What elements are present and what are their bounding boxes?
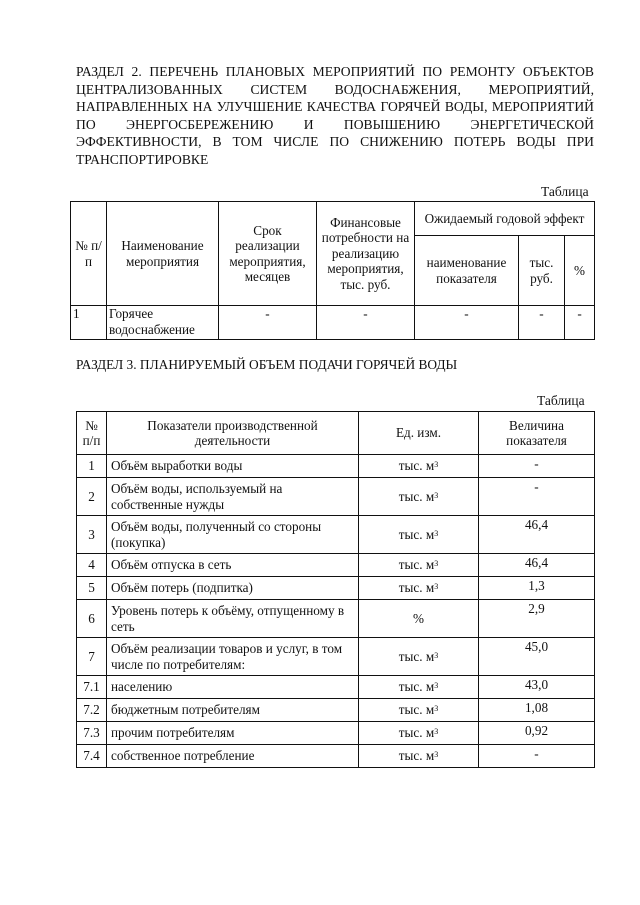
cell-num: 4 [77,554,107,577]
unit-text: тыс. м [398,526,435,542]
cell-indicator: населению [107,676,359,699]
header-num: № п/п [77,412,107,455]
header-indicator: Показатели производственной деятельности [107,412,359,455]
cell-unit [359,554,479,577]
cell-value: 43,0 [479,676,595,699]
cell-num: 7.4 [77,745,107,768]
cell-value: 45,0 [479,638,595,676]
cell-value: 2,9 [479,600,595,638]
cell-value: - [479,455,595,478]
header-num: № п/п [71,202,107,306]
header-indicator-name: наименование показателя [415,236,519,306]
cell-num: 1 [77,455,107,478]
unit-superscript: 3 [434,528,439,538]
cell-num: 7 [77,638,107,676]
cell-finance: - [317,306,415,340]
cell-num: 6 [77,600,107,638]
table-row [77,554,595,577]
unit-text: тыс. м [398,557,435,573]
header-value: Величина показателя [479,412,595,455]
cell-value: 1,08 [479,699,595,722]
cell-unit [359,745,479,768]
unit-text: тыс. м [398,702,435,718]
unit-superscript: 3 [434,704,439,714]
cell-unit [359,478,479,516]
header-term: Срок реализации мероприятия, месяцев [219,202,317,306]
cell-indicator: Объём воды, используемый на собственные нужды [107,478,359,516]
cell-num: 7.3 [77,722,107,745]
table-header-row [71,202,595,236]
unit-superscript: 3 [434,582,439,592]
cell-unit [359,455,479,478]
section-3-heading: РАЗДЕЛ 3. ПЛАНИРУЕМЫЙ ОБЪЕМ ПОДАЧИ ГОРЯЧЕЙ ВОДЫ [76,357,458,372]
unit-text: тыс. м [398,488,435,504]
table-header-row [77,412,595,455]
unit-text: тыс. м [398,458,435,474]
hot-water-supply-table [76,411,595,768]
table-row [77,745,595,768]
cell-indicator: прочим потребителям [107,722,359,745]
unit-text: тыс. м [398,679,435,695]
section-2-heading: РАЗДЕЛ 2. ПЕРЕЧЕНЬ ПЛАНОВЫХ МЕРОПРИЯТИЙ ПО РЕМОНТУ ОБЪЕКТОВ ЦЕНТРАЛИЗОВАННЫХ СИСТЕМ ВОДОСНАБЖЕНИЯ, МЕРОПРИЯТИЙ, НАПРАВЛЕННЫХ НА УЛУЧШЕНИЕ КАЧЕСТВА ГОРЯЧЕЙ ВОДЫ, МЕРОПРИЯТИЙ ПО ЭНЕРГОСБЕРЕЖЕНИЮ И ПОВЫШЕНИЮ ЭНЕРГЕТИЧЕСКОЙ ЭФФЕКТИВНОСТИ, В ТОМ ЧИСЛЕ ПО СНИЖЕНИЮ ПОТЕРЬ ВОДЫ ПРИ ТРАНСПОРТИРОВКЕ [76,64,594,167]
cell-num: 2 [77,478,107,516]
cell-unit [359,676,479,699]
cell-measure-name: Горячее водоснабжение [107,306,219,340]
header-percent: % [565,236,595,306]
cell-thousand-rub: - [519,306,565,340]
cell-indicator: бюджетным потребителям [107,699,359,722]
unit-superscript: 3 [434,650,439,660]
cell-value: 46,4 [479,516,595,554]
cell-num: 7.2 [77,699,107,722]
cell-num: 7.1 [77,676,107,699]
cell-unit [359,577,479,600]
header-measure-name: Наименование мероприятия [107,202,219,306]
header-expected-effect: Ожидаемый годовой эффект [415,202,595,236]
cell-unit [359,600,479,638]
unit-superscript: 3 [434,681,439,691]
cell-indicator: Объём выработки воды [107,455,359,478]
cell-indicator-name: - [415,306,519,340]
unit-superscript: 3 [434,490,439,500]
cell-value: 1,3 [479,577,595,600]
planned-measures-table [70,201,595,340]
cell-unit [359,699,479,722]
unit-superscript: 3 [434,750,439,760]
unit-superscript: 3 [434,727,439,737]
cell-indicator: собственное потребление [107,745,359,768]
cell-num: 1 [71,306,107,340]
unit-superscript: 3 [434,460,439,470]
header-thousand-rub: тыс. руб. [519,236,565,306]
header-finance: Финансовые потребности на реализацию мероприятия, тыс. руб. [317,202,415,306]
unit-text: тыс. м [398,648,435,664]
table-row [77,600,595,638]
unit-text: тыс. м [398,725,435,741]
table-row [77,516,595,554]
cell-indicator: Объём реализации товаров и услуг, в том числе по потребителям: [107,638,359,676]
cell-value: - [479,478,595,516]
section-3-table-caption: Таблица [537,393,585,408]
table-row [77,455,595,478]
header-unit: Ед. изм. [359,412,479,455]
table-row [77,478,595,516]
table-row [77,722,595,745]
cell-indicator: Уровень потерь к объёму, отпущенному в сеть [107,600,359,638]
cell-term: - [219,306,317,340]
section-2-table-caption: Таблица [541,184,589,199]
table-row [77,577,595,600]
unit-text: тыс. м [398,580,435,596]
table-row [77,638,595,676]
table-row [77,676,595,699]
cell-indicator: Объём воды, полученный со стороны (покупка) [107,516,359,554]
cell-unit [359,516,479,554]
cell-percent: - [565,306,595,340]
cell-num: 5 [77,577,107,600]
table-row [77,699,595,722]
unit-superscript: 3 [434,559,439,569]
table-body [77,455,595,768]
cell-indicator: Объём потерь (подпитка) [107,577,359,600]
unit-text: % [413,610,424,626]
table-row [71,306,595,340]
cell-unit [359,722,479,745]
cell-value: - [479,745,595,768]
cell-unit [359,638,479,676]
cell-num: 3 [77,516,107,554]
cell-indicator: Объём отпуска в сеть [107,554,359,577]
cell-value: 46,4 [479,554,595,577]
unit-text: тыс. м [398,748,435,764]
cell-value: 0,92 [479,722,595,745]
